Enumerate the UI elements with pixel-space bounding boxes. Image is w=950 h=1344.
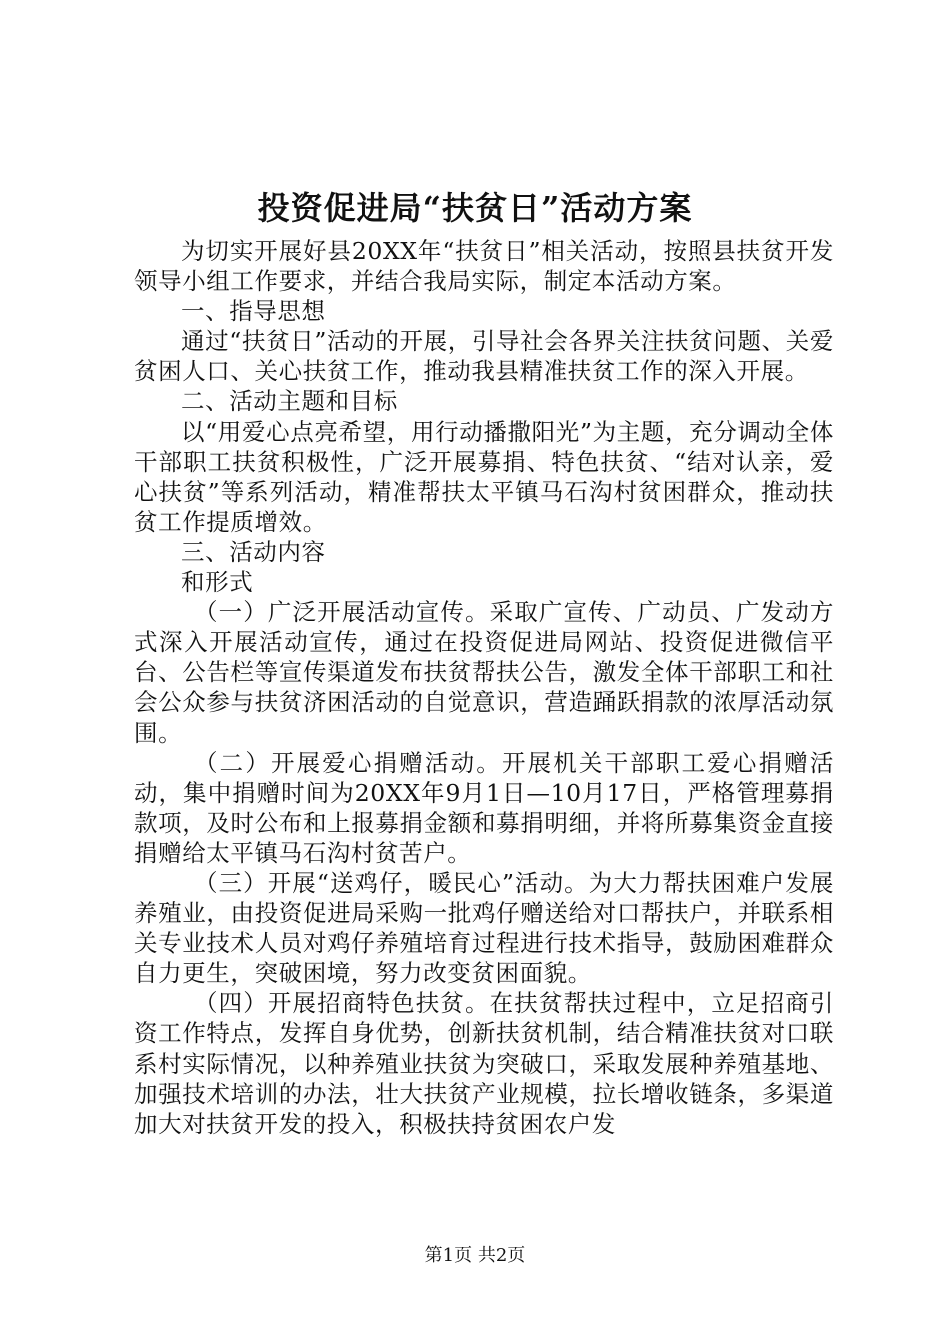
- document-title: 投资促进局“扶贫日”活动方案: [257, 189, 693, 227]
- section-heading-3: 三、活动内容: [181, 537, 326, 566]
- section-heading-2: 二、活动主题和目标: [181, 387, 398, 416]
- body-paragraph: 以“用爱心点亮希望，用行动播撒阳光”为主题，充分调动全体干部职工扶贫积极性，广泛开展募捐、特色扶贫、“结对认亲，爱心扶贫”等系列活动，精准帮扶太平镇马石沟村贫困群众，推动扶贫工作提质增效。: [134, 417, 834, 536]
- document-body: [134, 236, 834, 1139]
- section-heading-3-continued: 和形式: [181, 568, 254, 597]
- body-paragraph: （一）广泛开展活动宣传。采取广宣传、广动员、广发动方式深入开展活动宣传，通过在投资促进局网站、投资促进微信平台、公告栏等宣传渠道发布扶贫帮扶公告，激发全体干部职工和社会公众参与扶贫济困活动的自觉意识，营造踊跃捐款的浓厚活动氛围。: [134, 598, 834, 747]
- body-paragraph: （二）开展爱心捐赠活动。开展机关干部职工爱心捐赠活动，集中捐赠时间为20XX年9月1日—10月17日，严格管理募捐款项，及时公布和上报募捐金额和募捐明细，并将所募集资金直接捐赠给太平镇马石沟村贫苦户。: [134, 748, 834, 867]
- section-heading-1: 一、指导思想: [181, 297, 326, 326]
- body-paragraph: （三）开展“送鸡仔，暖民心”活动。为大力帮扶困难户发展养殖业，由投资促进局采购一批鸡仔赠送给对口帮扶户，并联系相关专业技术人员对鸡仔养殖培育过程进行技术指导，鼓励困难群众自力更生，突破困境，努力改变贫困面貌。: [134, 868, 834, 988]
- body-paragraph: 通过“扶贫日”活动的开展，引导社会各界关注扶贫问题、关爱贫困人口、关心扶贫工作，推动我县精准扶贫工作的深入开展。: [134, 327, 834, 386]
- body-paragraph: （四）开展招商特色扶贫。在扶贫帮扶过程中，立足招商引资工作特点，发挥自身优势，创新扶贫机制，结合精准扶贫对口联系村实际情况，以种养殖业扶贫为突破口，采取发展种养殖基地、加强技术培训的办法，壮大扶贫产业规模，拉长增收链条，多渠道加大对扶贫开发的投入，积极扶持贫困农户发: [134, 989, 834, 1138]
- page-footer: 第1页 共2页: [424, 1245, 526, 1266]
- intro-paragraph: 为切实开展好县20XX年“扶贫日”相关活动，按照县扶贫开发领导小组工作要求，并结合我局实际，制定本活动方案。: [134, 237, 834, 296]
